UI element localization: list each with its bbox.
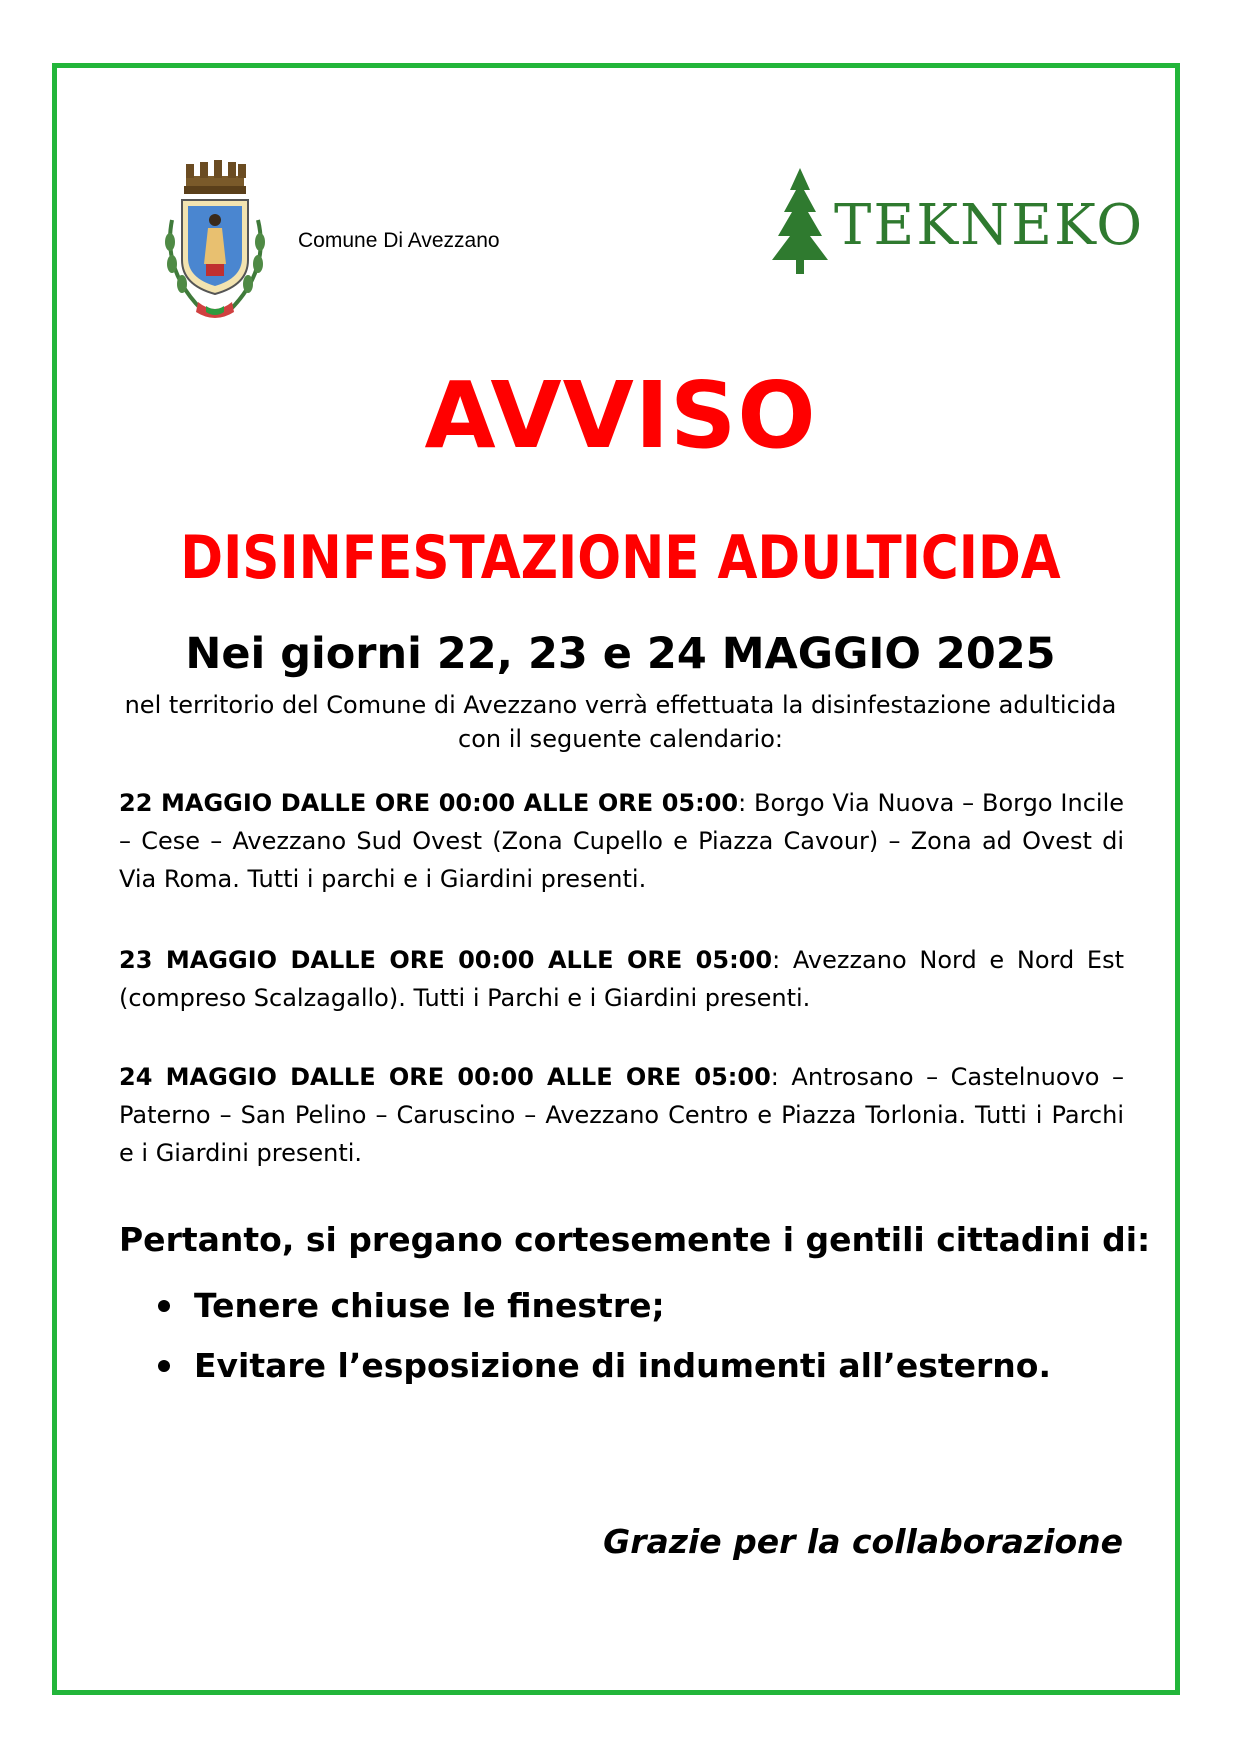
schedule-entry: 24 MAGGIO DALLE ORE 00:00 ALLE ORE 05:00: Antrosano – Castelnuovo – Paterno – San Pelino – Caruscino – Avezzano Centro e Piazza Torlonia. Tutti i Parchi e i Giardini presenti. (119, 1063, 1124, 1167)
coat-of-arms-icon (162, 160, 280, 325)
schedule-entry: 22 MAGGIO DALLE ORE 00:00 ALLE ORE 05:00: Borgo Via Nuova – Borgo Incile – Cese – Avezzano Sud Ovest (Zona Cupello e Piazza Cavour) – Zona ad Ovest di Via Roma. Tutti i parchi e i Giardini presenti. (119, 789, 1124, 893)
bullet-icon (158, 1360, 170, 1372)
page-title: AVVISO (424, 362, 817, 469)
schedule-time: 24 MAGGIO DALLE ORE 00:00 ALLE ORE 05:00 (119, 1063, 771, 1091)
schedule-areas: Avezzano Nord e Nord Est (compreso Scalzagallo). Tutti i Parchi e i Giardini presenti. (119, 946, 1124, 1012)
list-item (150, 1336, 1051, 1396)
brand-name: TEKNEKO (834, 193, 1145, 258)
schedule-areas: Borgo Via Nuova – Borgo Incile – Cese – Avezzano Sud Ovest (Zona Cupello e Piazza Cavour) – Zona ad Ovest di Via Roma. Tutti i parchi e i Giardini presenti. (119, 789, 1124, 893)
request-text: Tenere chiuse le finestre; (194, 1286, 665, 1325)
closing-text: Pertanto, si pregano cortesemente i gentili cittadini di: (119, 1220, 1151, 1259)
brand-logo (834, 193, 1145, 258)
pine-tree-icon (770, 168, 830, 276)
comune-label: Comune Di Avezzano (298, 229, 500, 252)
schedule-time: 22 MAGGIO DALLE ORE 00:00 ALLE ORE 05:00 (119, 789, 739, 817)
list-item (150, 1276, 1051, 1336)
thanks-text: Grazie per la collaborazione (603, 1522, 1123, 1561)
request-list (150, 1276, 1051, 1396)
bullet-icon (158, 1300, 170, 1312)
dates-heading: Nei giorni 22, 23 e 24 MAGGIO 2025 (185, 629, 1056, 679)
schedule-time: 23 MAGGIO DALLE ORE 00:00 ALLE ORE 05:00 (119, 946, 773, 974)
schedule-areas: Antrosano – Castelnuovo – Paterno – San Pelino – Caruscino – Avezzano Centro e Piazza Torlonia. Tutti i Parchi e i Giardini presenti. (119, 1063, 1124, 1167)
request-text: Evitare l’esposizione di indumenti all’esterno. (194, 1346, 1051, 1385)
intro-text: nel territorio del Comune di Avezzano verrà effettuata la disinfestazione adulticida con il seguente calendario: (124, 691, 1117, 753)
schedule-entry: 23 MAGGIO DALLE ORE 00:00 ALLE ORE 05:00: Avezzano Nord e Nord Est (compreso Scalzagallo). Tutti i Parchi e i Giardini presenti. (119, 946, 1124, 1012)
page-subtitle: DISINFESTAZIONE ADULTICIDA (180, 523, 1061, 593)
